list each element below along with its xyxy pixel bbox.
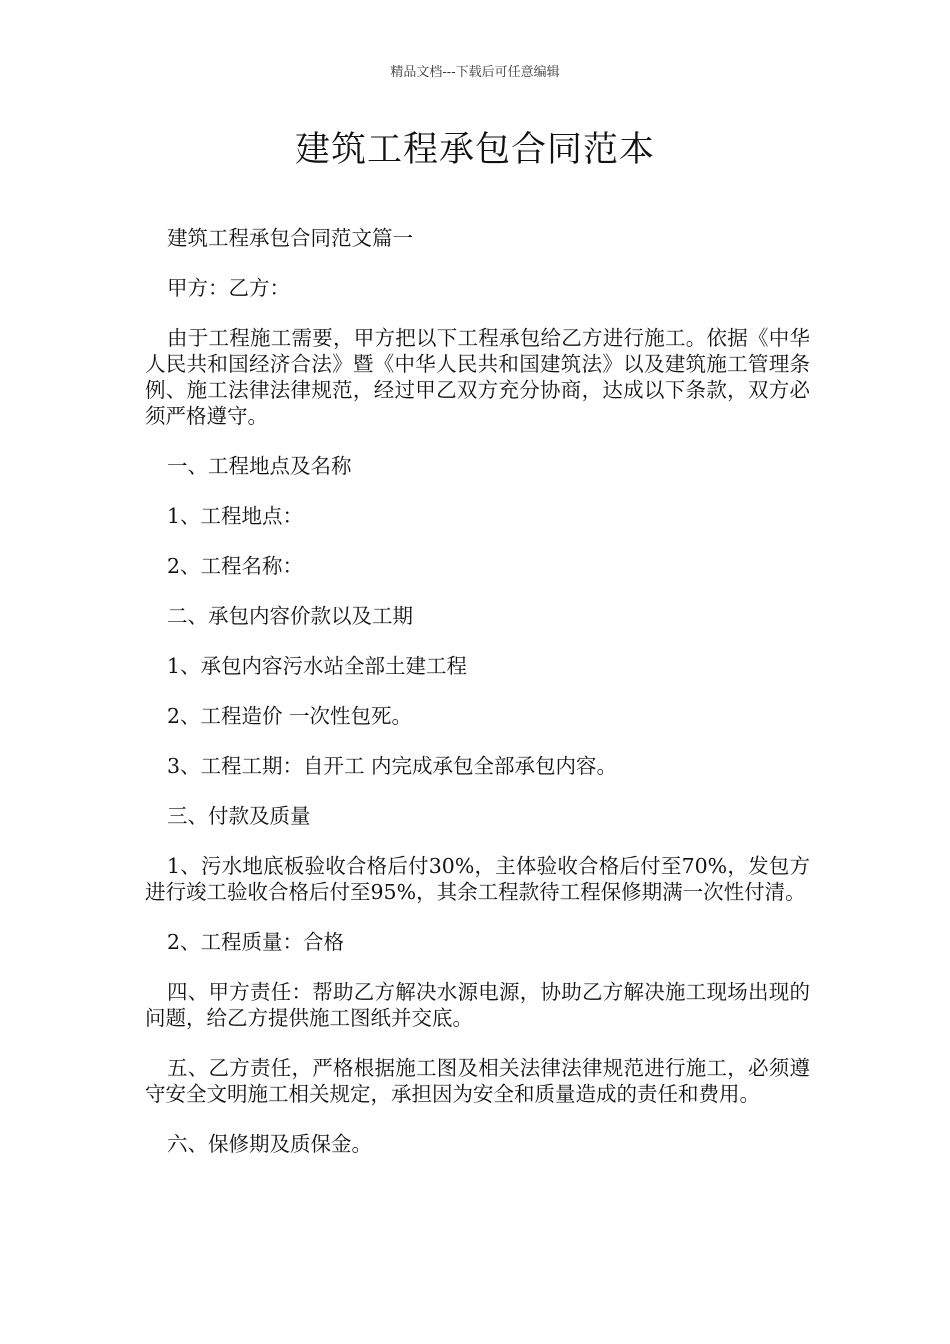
paragraph-project-duration: 3、工程工期：自开工 内完成承包全部承包内容。 (167, 754, 618, 778)
document-body (145, 225, 810, 1181)
paragraph-project-name: 2、工程名称： (167, 554, 304, 578)
paragraph-payment-terms: 1、污水地底板验收合格后付30%，主体验收合格后付至70%，发包方进行竣工验收合格后付至95%，其余工程款待工程保修期满一次性付清。 (145, 854, 810, 904)
paragraph-clause-2-heading: 二、承包内容价款以及工期 (167, 604, 413, 628)
document-title: 建筑工程承包合同范本 (294, 130, 655, 170)
paragraph-contract-scope: 1、承包内容污水站全部土建工程 (167, 654, 468, 678)
paragraph-project-location: 1、工程地点： (167, 504, 304, 528)
paragraph-project-cost: 2、工程造价 一次性包死。 (167, 704, 413, 728)
paragraph-parties: 甲方：乙方： (167, 276, 290, 300)
paragraph-party-b-duties: 五、乙方责任，严格根据施工图及相关法律法律规范进行施工，必须遵守安全文明施工相关规定，承担因为安全和质量造成的责任和费用。 (145, 1056, 810, 1106)
paragraph-clause-3-heading: 三、付款及质量 (167, 804, 311, 828)
paragraph-preamble: 由于工程施工需要，甲方把以下工程承包给乙方进行施工。依据《中华人民共和国经济合法》暨《中华人民共和国建筑法》以及建筑施工管理条例、施工法律法律规范，经过甲乙双方充分协商，达成以下条款，双方必须严格遵守。 (145, 326, 810, 428)
paragraph-warranty-heading: 六、保修期及质保金。 (167, 1132, 372, 1156)
paragraph-party-a-duties: 四、甲方责任：帮助乙方解决水源电源，协助乙方解决施工现场出现的问题，给乙方提供施工图纸并交底。 (145, 980, 810, 1030)
page-header: 精品文档---下载后可任意编辑 (390, 65, 560, 80)
paragraph-section-heading: 建筑工程承包合同范文篇一 (167, 226, 413, 250)
paragraph-clause-1-heading: 一、工程地点及名称 (167, 454, 352, 478)
paragraph-quality-standard: 2、工程质量：合格 (167, 930, 345, 954)
